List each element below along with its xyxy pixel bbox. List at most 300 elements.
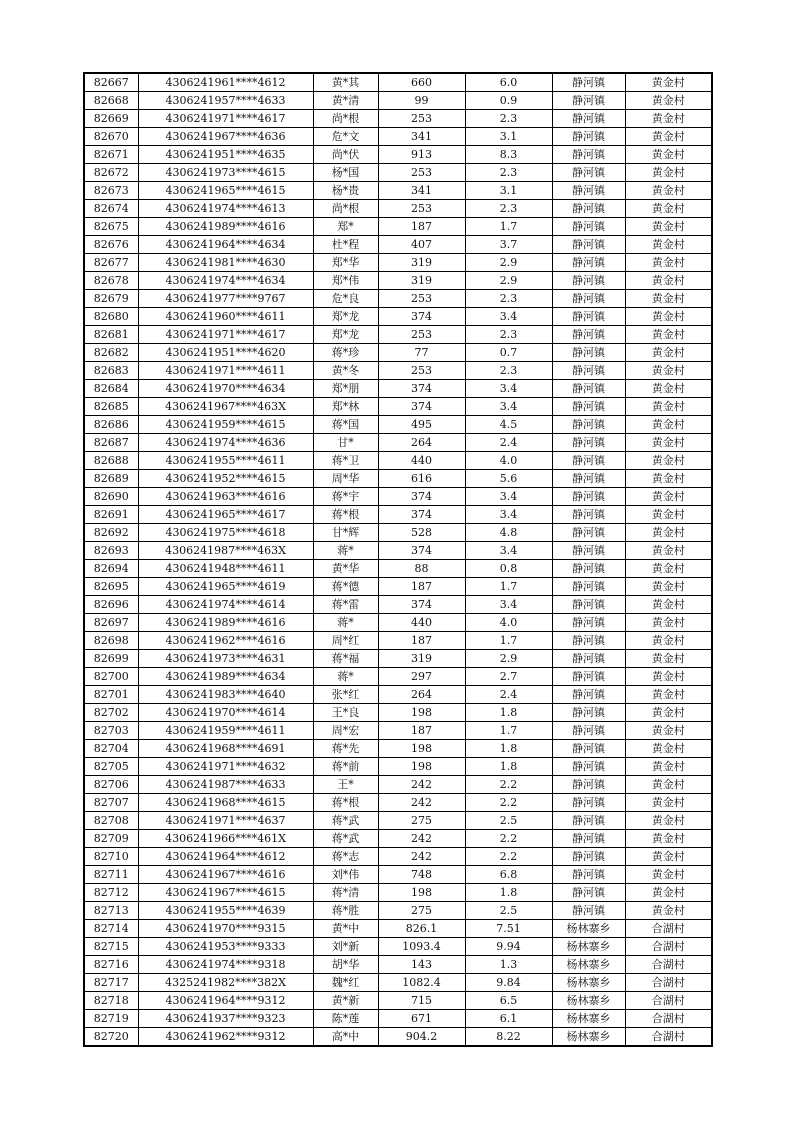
amount-cell: 198 [378,740,465,758]
id-number-cell: 4306241967****463X [138,398,313,416]
id-number-cell: 4306241951****4635 [138,146,313,164]
id-number-cell: 4306241964****4612 [138,848,313,866]
township-cell: 静河镇 [552,830,625,848]
serial-number-cell: 82710 [84,848,138,866]
amount-cell: 616 [378,470,465,488]
amount-cell: 913 [378,146,465,164]
area-cell: 7.51 [465,920,552,938]
name-cell: 蒋*德 [313,578,378,596]
serial-number-cell: 82670 [84,128,138,146]
id-number-cell: 4306241966****461X [138,830,313,848]
area-cell: 1.8 [465,758,552,776]
amount-cell: 88 [378,560,465,578]
table-row [84,524,712,542]
amount-cell: 341 [378,128,465,146]
township-cell: 静河镇 [552,218,625,236]
name-cell: 陈*莲 [313,1010,378,1028]
township-cell: 杨林寨乡 [552,1010,625,1028]
serial-number-cell: 82703 [84,722,138,740]
serial-number-cell: 82693 [84,542,138,560]
name-cell: 蒋*卫 [313,452,378,470]
area-cell: 1.7 [465,632,552,650]
amount-cell: 374 [378,308,465,326]
area-cell: 2.2 [465,776,552,794]
serial-number-cell: 82688 [84,452,138,470]
village-cell: 黄金村 [625,434,712,452]
area-cell: 1.8 [465,740,552,758]
id-number-cell: 4306241964****4634 [138,236,313,254]
village-cell: 黄金村 [625,740,712,758]
serial-number-cell: 82719 [84,1010,138,1028]
name-cell: 蒋* [313,542,378,560]
id-number-cell: 4306241989****4634 [138,668,313,686]
township-cell: 静河镇 [552,110,625,128]
area-cell: 2.7 [465,668,552,686]
table-row [84,632,712,650]
village-cell: 黄金村 [625,344,712,362]
township-cell: 静河镇 [552,73,625,92]
amount-cell: 253 [378,326,465,344]
area-cell: 2.3 [465,362,552,380]
serial-number-cell: 82712 [84,884,138,902]
village-cell: 黄金村 [625,866,712,884]
name-cell: 周*宏 [313,722,378,740]
table-row [84,866,712,884]
amount-cell: 715 [378,992,465,1010]
name-cell: 张*红 [313,686,378,704]
amount-cell: 374 [378,380,465,398]
serial-number-cell: 82680 [84,308,138,326]
amount-cell: 660 [378,73,465,92]
table-row [84,92,712,110]
name-cell: 黄*清 [313,92,378,110]
name-cell: 蒋*根 [313,506,378,524]
id-number-cell: 4306241975****4618 [138,524,313,542]
area-cell: 1.3 [465,956,552,974]
township-cell: 静河镇 [552,164,625,182]
township-cell: 静河镇 [552,272,625,290]
area-cell: 9.94 [465,938,552,956]
village-cell: 合湖村 [625,938,712,956]
village-cell: 黄金村 [625,578,712,596]
serial-number-cell: 82692 [84,524,138,542]
area-cell: 6.5 [465,992,552,1010]
table-row [84,614,712,632]
serial-number-cell: 82690 [84,488,138,506]
id-number-cell: 4306241948****4611 [138,560,313,578]
table-row [84,902,712,920]
township-cell: 静河镇 [552,254,625,272]
id-number-cell: 4306241962****4616 [138,632,313,650]
amount-cell: 242 [378,848,465,866]
serial-number-cell: 82717 [84,974,138,992]
name-cell: 王*良 [313,704,378,722]
id-number-cell: 4306241955****4639 [138,902,313,920]
serial-number-cell: 82687 [84,434,138,452]
village-cell: 黄金村 [625,848,712,866]
serial-number-cell: 82714 [84,920,138,938]
id-number-cell: 4306241989****4616 [138,218,313,236]
serial-number-cell: 82675 [84,218,138,236]
name-cell: 郑*伟 [313,272,378,290]
id-number-cell: 4306241955****4611 [138,452,313,470]
township-cell: 静河镇 [552,578,625,596]
area-cell: 3.4 [465,542,552,560]
village-cell: 黄金村 [625,380,712,398]
amount-cell: 264 [378,434,465,452]
village-cell: 黄金村 [625,452,712,470]
table-row [84,254,712,272]
area-cell: 3.4 [465,596,552,614]
village-cell: 黄金村 [625,542,712,560]
township-cell: 静河镇 [552,848,625,866]
area-cell: 1.7 [465,218,552,236]
village-cell: 黄金村 [625,902,712,920]
township-cell: 静河镇 [552,560,625,578]
township-cell: 静河镇 [552,434,625,452]
village-cell: 黄金村 [625,488,712,506]
name-cell: 黄*华 [313,560,378,578]
village-cell: 合湖村 [625,920,712,938]
table-row [84,308,712,326]
area-cell: 2.2 [465,830,552,848]
township-cell: 静河镇 [552,452,625,470]
table-row [84,668,712,686]
id-number-cell: 4306241964****9312 [138,992,313,1010]
table-row [84,920,712,938]
name-cell: 蒋*宇 [313,488,378,506]
amount-cell: 826.1 [378,920,465,938]
township-cell: 静河镇 [552,488,625,506]
name-cell: 蒋*国 [313,416,378,434]
name-cell: 蒋*前 [313,758,378,776]
name-cell: 蒋* [313,668,378,686]
table-row [84,596,712,614]
area-cell: 1.8 [465,704,552,722]
id-number-cell: 4306241962****9312 [138,1028,313,1047]
table-row [84,110,712,128]
amount-cell: 374 [378,398,465,416]
area-cell: 3.1 [465,128,552,146]
serial-number-cell: 82684 [84,380,138,398]
township-cell: 静河镇 [552,146,625,164]
amount-cell: 187 [378,578,465,596]
village-cell: 合湖村 [625,1028,712,1047]
id-number-cell: 4306241971****4617 [138,326,313,344]
village-cell: 黄金村 [625,614,712,632]
amount-cell: 187 [378,722,465,740]
serial-number-cell: 82720 [84,1028,138,1047]
name-cell: 郑*林 [313,398,378,416]
table-row [84,686,712,704]
id-number-cell: 4306241937****9323 [138,1010,313,1028]
village-cell: 黄金村 [625,92,712,110]
serial-number-cell: 82696 [84,596,138,614]
township-cell: 静河镇 [552,596,625,614]
serial-number-cell: 82711 [84,866,138,884]
table-row [84,290,712,308]
village-cell: 黄金村 [625,416,712,434]
name-cell: 魏*红 [313,974,378,992]
amount-cell: 198 [378,884,465,902]
table-row [84,1028,712,1047]
village-cell: 黄金村 [625,470,712,488]
area-cell: 2.5 [465,812,552,830]
table-row [84,884,712,902]
amount-cell: 440 [378,614,465,632]
serial-number-cell: 82699 [84,650,138,668]
township-cell: 静河镇 [552,362,625,380]
township-cell: 静河镇 [552,542,625,560]
area-cell: 2.2 [465,794,552,812]
serial-number-cell: 82672 [84,164,138,182]
name-cell: 周*红 [313,632,378,650]
township-cell: 杨林寨乡 [552,938,625,956]
id-number-cell: 4306241967****4636 [138,128,313,146]
amount-cell: 264 [378,686,465,704]
area-cell: 9.84 [465,974,552,992]
area-cell: 3.1 [465,182,552,200]
village-cell: 黄金村 [625,164,712,182]
id-number-cell: 4306241968****4691 [138,740,313,758]
name-cell: 黄*中 [313,920,378,938]
name-cell: 蒋*根 [313,794,378,812]
name-cell: 郑*龙 [313,308,378,326]
amount-cell: 187 [378,632,465,650]
name-cell: 尚*伏 [313,146,378,164]
village-cell: 黄金村 [625,218,712,236]
serial-number-cell: 82671 [84,146,138,164]
amount-cell: 253 [378,362,465,380]
serial-number-cell: 82691 [84,506,138,524]
name-cell: 危*文 [313,128,378,146]
table-row [84,722,712,740]
name-cell: 蒋*福 [313,650,378,668]
amount-cell: 77 [378,344,465,362]
table-row [84,73,712,92]
table-row [84,704,712,722]
area-cell: 5.6 [465,470,552,488]
id-number-cell: 4306241970****4614 [138,704,313,722]
serial-number-cell: 82707 [84,794,138,812]
id-number-cell: 4306241989****4616 [138,614,313,632]
area-cell: 2.9 [465,272,552,290]
name-cell: 杜*程 [313,236,378,254]
name-cell: 蒋* [313,614,378,632]
amount-cell: 143 [378,956,465,974]
village-cell: 黄金村 [625,506,712,524]
table-row [84,1010,712,1028]
amount-cell: 319 [378,254,465,272]
amount-cell: 341 [378,182,465,200]
area-cell: 4.5 [465,416,552,434]
table-row [84,416,712,434]
village-cell: 合湖村 [625,974,712,992]
serial-number-cell: 82698 [84,632,138,650]
serial-number-cell: 82701 [84,686,138,704]
table-row [84,650,712,668]
name-cell: 甘* [313,434,378,452]
amount-cell: 528 [378,524,465,542]
township-cell: 静河镇 [552,308,625,326]
name-cell: 尚*根 [313,200,378,218]
area-cell: 2.4 [465,434,552,452]
village-cell: 黄金村 [625,668,712,686]
township-cell: 静河镇 [552,290,625,308]
name-cell: 蒋*武 [313,830,378,848]
id-number-cell: 4306241974****4636 [138,434,313,452]
name-cell: 郑*华 [313,254,378,272]
township-cell: 杨林寨乡 [552,956,625,974]
table-row [84,344,712,362]
serial-number-cell: 82677 [84,254,138,272]
amount-cell: 407 [378,236,465,254]
village-cell: 黄金村 [625,326,712,344]
id-number-cell: 4306241961****4612 [138,73,313,92]
table-row [84,938,712,956]
area-cell: 2.9 [465,254,552,272]
area-cell: 0.9 [465,92,552,110]
serial-number-cell: 82676 [84,236,138,254]
township-cell: 静河镇 [552,614,625,632]
id-number-cell: 4306241957****4633 [138,92,313,110]
area-cell: 2.2 [465,848,552,866]
name-cell: 高*中 [313,1028,378,1047]
township-cell: 静河镇 [552,722,625,740]
id-number-cell: 4306241971****4611 [138,362,313,380]
amount-cell: 374 [378,542,465,560]
id-number-cell: 4306241959****4611 [138,722,313,740]
serial-number-cell: 82683 [84,362,138,380]
serial-number-cell: 82718 [84,992,138,1010]
area-cell: 1.8 [465,884,552,902]
id-number-cell: 4306241974****9318 [138,956,313,974]
amount-cell: 374 [378,596,465,614]
table-row [84,992,712,1010]
id-number-cell: 4306241981****4630 [138,254,313,272]
amount-cell: 319 [378,650,465,668]
township-cell: 静河镇 [552,668,625,686]
amount-cell: 904.2 [378,1028,465,1047]
area-cell: 4.8 [465,524,552,542]
records-table-body [84,73,712,1046]
area-cell: 2.3 [465,110,552,128]
area-cell: 1.7 [465,578,552,596]
table-row [84,740,712,758]
id-number-cell: 4306241967****4615 [138,884,313,902]
township-cell: 静河镇 [552,524,625,542]
area-cell: 2.5 [465,902,552,920]
table-row [84,218,712,236]
serial-number-cell: 82704 [84,740,138,758]
township-cell: 静河镇 [552,398,625,416]
serial-number-cell: 82673 [84,182,138,200]
serial-number-cell: 82702 [84,704,138,722]
township-cell: 静河镇 [552,236,625,254]
amount-cell: 319 [378,272,465,290]
id-number-cell: 4306241974****4614 [138,596,313,614]
id-number-cell: 4306241971****4637 [138,812,313,830]
name-cell: 王* [313,776,378,794]
village-cell: 黄金村 [625,128,712,146]
area-cell: 2.3 [465,290,552,308]
table-row [84,812,712,830]
village-cell: 黄金村 [625,632,712,650]
name-cell: 黄*其 [313,73,378,92]
serial-number-cell: 82713 [84,902,138,920]
name-cell: 黄*新 [313,992,378,1010]
id-number-cell: 4306241963****4616 [138,488,313,506]
id-number-cell: 4306241974****4634 [138,272,313,290]
village-cell: 合湖村 [625,1010,712,1028]
amount-cell: 198 [378,758,465,776]
table-row [84,326,712,344]
serial-number-cell: 82715 [84,938,138,956]
name-cell: 蒋*武 [313,812,378,830]
village-cell: 黄金村 [625,686,712,704]
serial-number-cell: 82689 [84,470,138,488]
id-number-cell: 4306241971****4617 [138,110,313,128]
name-cell: 尚*根 [313,110,378,128]
serial-number-cell: 82716 [84,956,138,974]
serial-number-cell: 82697 [84,614,138,632]
village-cell: 黄金村 [625,722,712,740]
amount-cell: 1093.4 [378,938,465,956]
amount-cell: 187 [378,218,465,236]
table-row [84,398,712,416]
records-table [83,72,713,1047]
village-cell: 黄金村 [625,236,712,254]
area-cell: 3.4 [465,506,552,524]
village-cell: 黄金村 [625,200,712,218]
serial-number-cell: 82668 [84,92,138,110]
name-cell: 郑*龙 [313,326,378,344]
township-cell: 杨林寨乡 [552,920,625,938]
township-cell: 静河镇 [552,866,625,884]
name-cell: 周*华 [313,470,378,488]
name-cell: 蒋*雷 [313,596,378,614]
village-cell: 黄金村 [625,73,712,92]
id-number-cell: 4325241982****382X [138,974,313,992]
amount-cell: 253 [378,164,465,182]
township-cell: 静河镇 [552,902,625,920]
amount-cell: 275 [378,902,465,920]
name-cell: 郑* [313,218,378,236]
name-cell: 蒋*珍 [313,344,378,362]
area-cell: 3.4 [465,398,552,416]
serial-number-cell: 82669 [84,110,138,128]
township-cell: 杨林寨乡 [552,992,625,1010]
table-row [84,848,712,866]
table-row [84,794,712,812]
township-cell: 静河镇 [552,758,625,776]
id-number-cell: 4306241959****4615 [138,416,313,434]
id-number-cell: 4306241987****4633 [138,776,313,794]
village-cell: 黄金村 [625,362,712,380]
village-cell: 黄金村 [625,110,712,128]
village-cell: 黄金村 [625,524,712,542]
village-cell: 黄金村 [625,776,712,794]
village-cell: 黄金村 [625,182,712,200]
township-cell: 静河镇 [552,416,625,434]
village-cell: 黄金村 [625,398,712,416]
id-number-cell: 4306241974****4613 [138,200,313,218]
serial-number-cell: 82681 [84,326,138,344]
table-row [84,578,712,596]
serial-number-cell: 82686 [84,416,138,434]
amount-cell: 275 [378,812,465,830]
id-number-cell: 4306241977****9767 [138,290,313,308]
